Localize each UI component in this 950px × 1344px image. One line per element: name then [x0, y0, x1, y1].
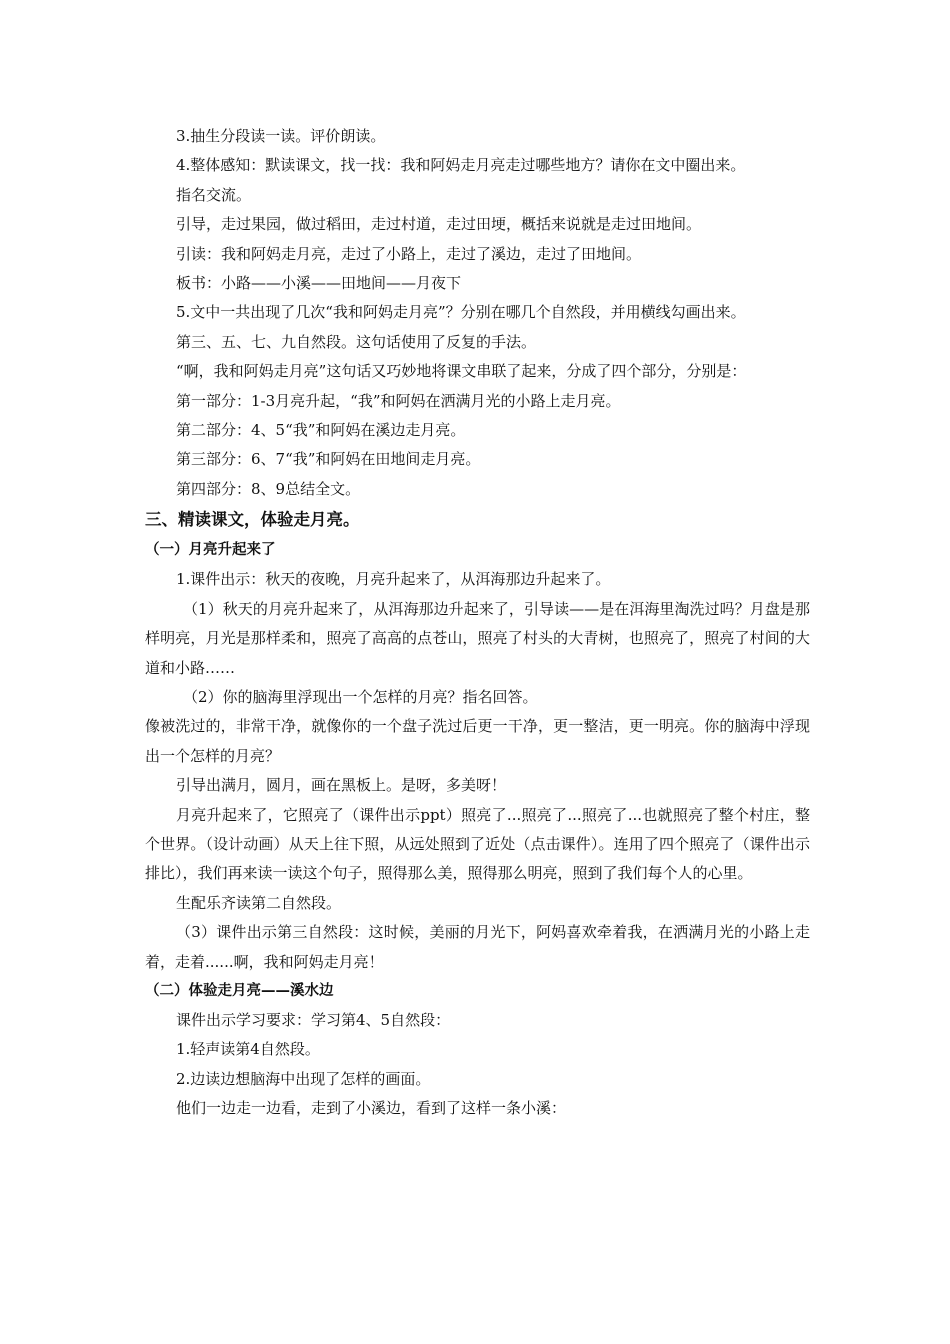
paragraph: 5.文中一共出现了几次“我和阿妈走月亮”？分别在哪几个自然段，并用横线勾画出来。	[176, 303, 746, 322]
paragraph: （2）你的脑海里浮现出一个怎样的月亮？指名回答。	[183, 687, 538, 706]
paragraph: 指名交流。	[176, 185, 252, 204]
paragraph: 板书：小路——小溪——田地间——月夜下	[176, 274, 462, 293]
paragraph: “啊，我和阿妈走月亮”这句话又巧妙地将课文串联了起来，分成了四个部分，分别是：	[176, 362, 747, 381]
paragraph: 第三、五、七、九自然段。这句话使用了反复的手法。	[176, 332, 537, 351]
paragraph: 3.抽生分段读一读。评价朗读。	[176, 127, 386, 145]
paragraph: 生配乐齐读第二自然段。	[176, 893, 342, 912]
paragraph: 引导出满月，圆月，画在黑板上。是呀，多美呀！	[176, 776, 507, 795]
document-page	[145, 122, 810, 1124]
subsection-heading: （二）体验走月亮——溪水边	[145, 982, 334, 999]
paragraph: 4.整体感知：默读课文，找一找：我和阿妈走月亮走过哪些地方？请你在文中圈出来。	[176, 156, 746, 175]
paragraph: 第三部分：6、7“我”和阿妈在田地间走月亮。	[176, 450, 481, 469]
subsection-heading: （一）月亮升起来了	[145, 542, 276, 559]
paragraph: 课件出示学习要求：学习第4、5自然段：	[176, 1010, 451, 1029]
paragraph: 1.轻声读第4自然段。	[176, 1040, 320, 1059]
section-heading: 三、精读课文，体验走月亮。	[145, 510, 360, 530]
paragraph: 第二部分：4、5“我”和阿妈在溪边走月亮。	[176, 421, 466, 440]
paragraph: 1.课件出示：秋天的夜晚，月亮升起来了，从洱海那边升起来了。	[176, 570, 611, 589]
paragraph: 像被洗过的，非常干净，就像你的一个盘子洗过后更一干净，更一整洁，更一明亮。你的脑海中浮现出一个怎样的月亮？	[145, 717, 810, 765]
paragraph: 引读：我和阿妈走月亮，走过了小路上，走过了溪边，走过了田地间。	[176, 244, 642, 263]
paragraph: 月亮升起来了，它照亮了（课件出示ppt）照亮了...照亮了...照亮了...也就照亮了整个村庄，整个世界。（设计动画）从天上往下照，从远处照到了近处（点击课件）。连用了四个照亮了（课件出示排比），我们再来读一读这个句子，照得那么美，照得那么明亮，照到了我们每个人的心里。	[145, 805, 810, 883]
paragraph: 引导，走过果园，做过稻田，走过村道，走过田埂，概括来说就是走过田地间。	[176, 215, 702, 234]
paragraph: 他们一边走一边看，走到了小溪边，看到了这样一条小溪：	[176, 1099, 567, 1118]
paragraph: （1）秋天的月亮升起来了，从洱海那边升起来了，引导读——是在洱海里淘洗过吗？月盘是那样明亮，月光是那样柔和，照亮了高高的点苍山，照亮了村头的大青树，也照亮了，照亮了村间的大道和小路……	[145, 599, 810, 677]
paragraph: 2.边读边想脑海中出现了怎样的画面。	[176, 1069, 431, 1088]
paragraph: 第四部分：8、9总结全文。	[176, 479, 361, 498]
paragraph: 第一部分：1-3月亮升起，“我”和阿妈在洒满月光的小路上走月亮。	[176, 391, 621, 410]
paragraph: （3）课件出示第三自然段：这时候，美丽的月光下，阿妈喜欢牵着我，在洒满月光的小路上走着，走着......啊，我和阿妈走月亮！	[145, 923, 810, 971]
